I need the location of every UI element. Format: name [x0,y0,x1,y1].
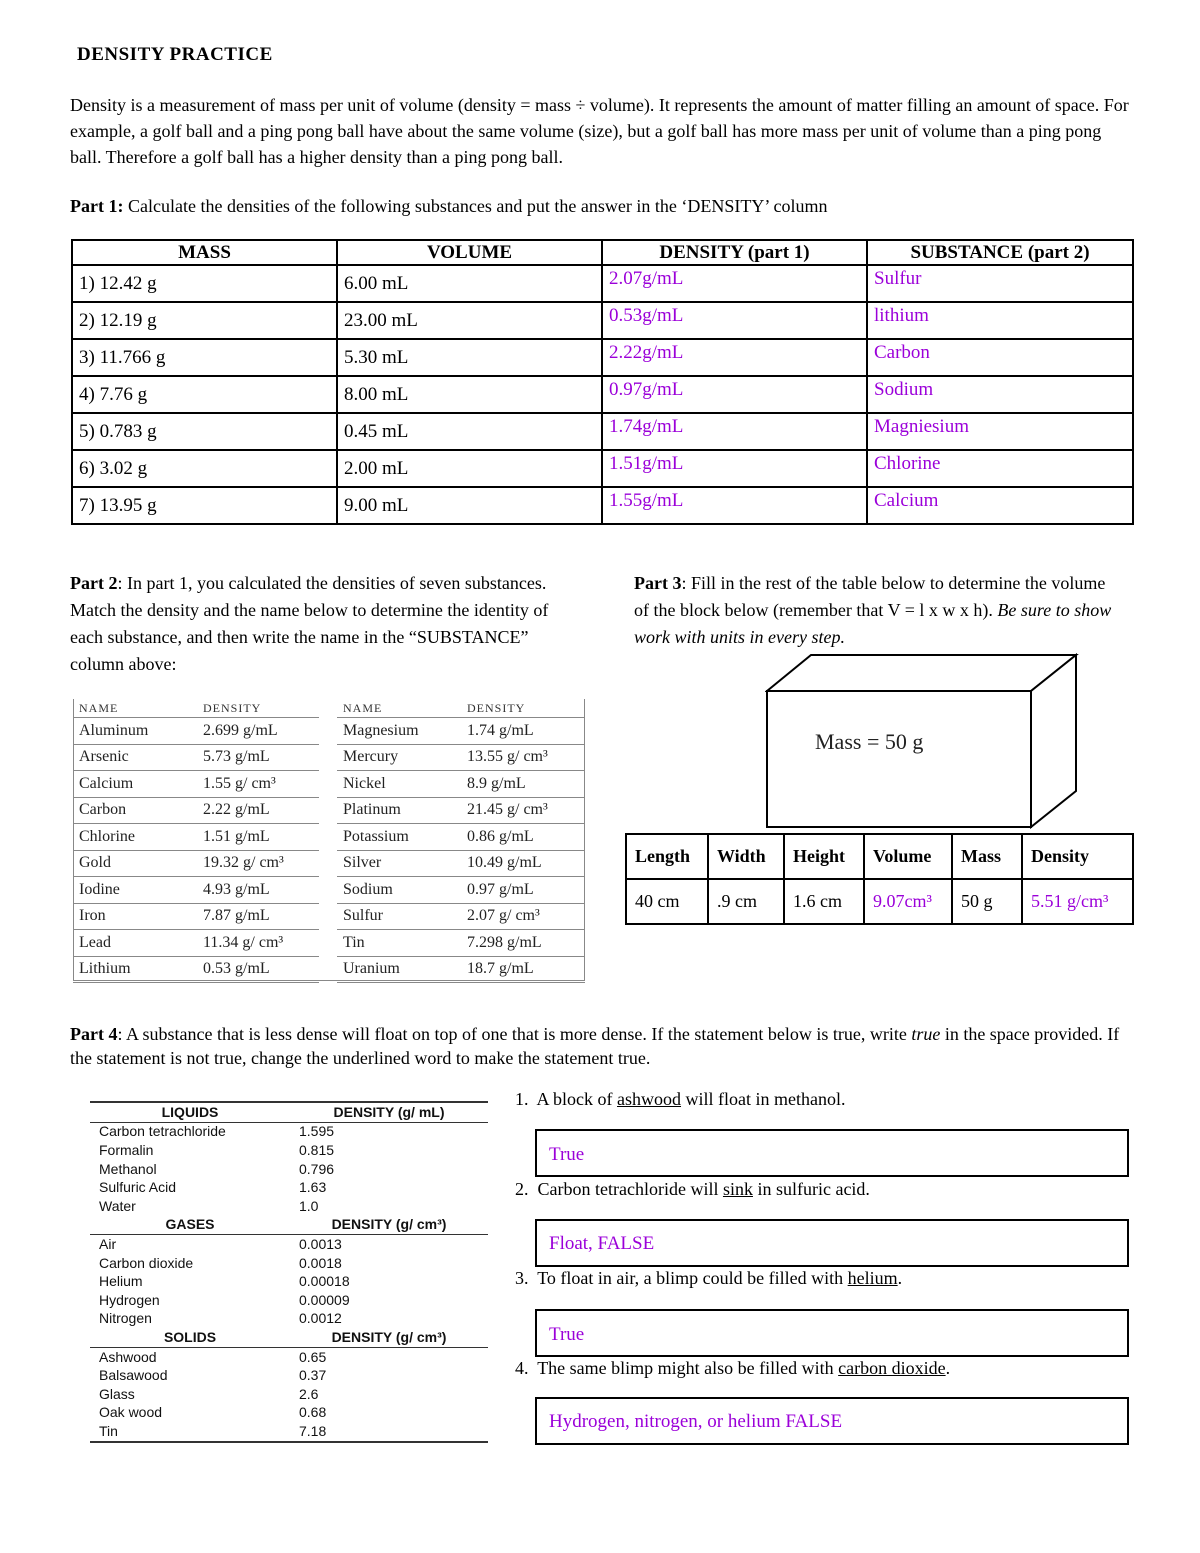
table-row [73,930,585,957]
table-row [73,771,585,798]
question-number: 3. [515,1268,529,1288]
part2-instructions [70,570,550,678]
substance-answer: lithium [867,302,1133,339]
ref-density: 2.699 g/mL [197,718,319,745]
density-answer: 2.22g/mL [602,339,867,376]
density-answer: 1.55g/mL [602,487,867,524]
ref-name: Lead [73,930,197,957]
substance-density: 0.68 [299,1404,327,1421]
density-answer: 0.53g/mL [602,302,867,339]
question-text: A block of [536,1089,618,1109]
question-2 [515,1179,870,1200]
table-row [73,824,585,851]
block-top-face [767,655,1076,691]
question-text: . [897,1268,903,1288]
length-value: 40 cm [626,879,708,924]
volume-cell: 6.00 mL [337,265,602,302]
density-answer: 0.97g/mL [602,376,867,413]
header-mass: MASS [72,240,337,265]
substance-density: 0.796 [299,1160,335,1177]
table-row [90,1310,488,1329]
table-row [73,744,585,771]
table-row [73,850,585,877]
ref-density: 2.22 g/mL [197,797,319,824]
ref-name: Sodium [337,877,461,904]
reference-density-table [73,699,585,983]
table-row [90,1366,488,1385]
answer-box-3[interactable]: True [535,1309,1129,1357]
ref-name: Magnesium [337,718,461,745]
table-row [72,487,1133,524]
answer-box-1[interactable]: True [535,1129,1129,1177]
part4-instructions [70,1022,1130,1070]
question-text: . [945,1358,951,1378]
ref-density: 1.74 g/mL [461,718,585,745]
ref-name: Iron [73,903,197,930]
part2-label: Part 2 [70,573,118,593]
width-value: .9 cm [708,879,784,924]
ref-density: 13.55 g/ cm³ [461,744,585,771]
substance-density: 0.00009 [299,1291,350,1308]
liquids-gases-solids-table [90,1101,488,1443]
substance-name: Formalin [99,1141,154,1158]
block-diagram [765,653,1081,829]
header-density: DENSITY (part 1) [602,240,867,265]
table-row [90,1160,488,1179]
table-row [72,265,1133,302]
ref-header-name: NAME [73,699,197,718]
mass-value: 50 g [952,879,1022,924]
substance-name: Carbon tetrachloride [99,1123,226,1140]
part1-instructions [70,193,1135,219]
ref-density: 4.93 g/mL [197,877,319,904]
density-answer: 5.51 g/cm³ [1022,879,1133,924]
substance-answer: Magniesium [867,413,1133,450]
table-row [90,1272,488,1291]
ref-header-density: DENSITY [197,699,319,718]
solids-label: SOLIDS [90,1328,290,1347]
table-row [90,1141,488,1160]
page-title: DENSITY PRACTICE [77,44,273,65]
ref-name: Silver [337,850,461,877]
table-row [73,903,585,930]
ref-name: Calcium [73,771,197,798]
substance-density: 1.595 [299,1123,335,1140]
liquids-label: LIQUIDS [90,1102,290,1122]
block-mass-label: Mass = 50 g [815,729,924,754]
volume-cell: 2.00 mL [337,450,602,487]
density-table [71,239,1134,525]
reference-header [73,699,585,718]
table-row [72,339,1133,376]
substance-name: Glass [99,1385,135,1402]
volume-cell: 9.00 mL [337,487,602,524]
substance-name: Methanol [99,1160,157,1177]
ref-name: Sulfur [337,903,461,930]
ref-density: 5.73 g/mL [197,744,319,771]
underlined-word: helium [847,1268,898,1288]
ref-density: 0.86 g/mL [461,824,585,851]
part3-italic: Be sure to show work with units in every step. [634,600,1112,647]
substance-density: 0.0012 [299,1310,342,1327]
ref-name: Carbon [73,797,197,824]
question-number: 2. [515,1179,529,1199]
ref-density: 10.49 g/mL [461,850,585,877]
ref-name: Potassium [337,824,461,851]
substance-name: Carbon dioxide [99,1254,194,1271]
ref-name: Gold [73,850,197,877]
table-row [73,956,585,983]
header-length: Length [626,834,708,879]
substance-density: 0.815 [299,1141,335,1158]
mass-cell: 1) 12.42 g [72,265,337,302]
substance-density: 0.00018 [299,1273,350,1290]
volume-answer: 9.07cm³ [864,879,952,924]
ref-name: Uranium [337,956,461,983]
table-row [73,877,585,904]
mass-cell: 6) 3.02 g [72,450,337,487]
header-height: Height [784,834,864,879]
gases-label: GASES [90,1216,290,1235]
question-text: in sulfuric acid. [752,1179,870,1199]
gases-density-label: DENSITY (g/ cm³) [290,1216,488,1235]
volume-cell: 5.30 mL [337,339,602,376]
header-volume: VOLUME [337,240,602,265]
table-row [73,797,585,824]
substance-name: Oak wood [99,1404,163,1421]
substance-name: Ashwood [99,1348,157,1365]
ref-density: 1.55 g/ cm³ [197,771,319,798]
substance-answer: Carbon [867,339,1133,376]
ref-density: 21.45 g/ cm³ [461,797,585,824]
substance-answer: Sulfur [867,265,1133,302]
part4-text-1: : A substance that is less dense will float on top of one that is more dense. If the statement below is true, write [117,1024,912,1044]
substance-name: Water [99,1197,136,1214]
table-row [90,1385,488,1404]
question-number: 1. [515,1089,529,1109]
ref-name: Platinum [337,797,461,824]
part1-label: Part 1: [70,196,124,216]
table-row [90,1254,488,1273]
substance-answer: Calcium [867,487,1133,524]
ref-density: 19.32 g/ cm³ [197,850,319,877]
ref-name: Mercury [337,744,461,771]
ref-density: 0.53 g/mL [197,956,319,983]
substance-name: Balsawood [99,1367,168,1384]
ref-header-name: NAME [337,699,461,718]
ref-name: Arsenic [73,744,197,771]
ref-name: Lithium [73,956,197,983]
ref-name: Iodine [73,877,197,904]
substance-name: Air [99,1235,117,1252]
header-density: Density [1022,834,1133,879]
ref-name: Aluminum [73,718,197,745]
substance-name: Hydrogen [99,1291,160,1308]
substance-density: 0.0018 [299,1254,342,1271]
density-table-header [72,240,1133,265]
gases-header [90,1216,488,1235]
table-row [72,302,1133,339]
substance-answer: Chlorine [867,450,1133,487]
substance-name: Tin [90,1422,290,1442]
volume-cell: 8.00 mL [337,376,602,413]
answer-box-2[interactable]: Float, FALSE [535,1219,1129,1267]
question-text: Carbon tetrachloride will [537,1179,723,1199]
table-row [90,1347,488,1366]
substance-answer: Sodium [867,376,1133,413]
header-substance: SUBSTANCE (part 2) [867,240,1133,265]
ref-name: Tin [337,930,461,957]
ref-density: 7.298 g/mL [461,930,585,957]
density-answer: 2.07g/mL [602,265,867,302]
substance-name: Helium [99,1273,143,1290]
table-row [90,1291,488,1310]
question-text: To float in air, a blimp could be filled with [537,1268,848,1288]
substance-density: 0.65 [299,1348,327,1365]
substance-name: Nitrogen [99,1310,152,1327]
answer-box-4[interactable]: Hydrogen, nitrogen, or helium FALSE [535,1397,1129,1445]
question-1 [515,1089,846,1110]
density-answer: 1.74g/mL [602,413,867,450]
volume-cell: 23.00 mL [337,302,602,339]
mass-cell: 4) 7.76 g [72,376,337,413]
substance-density: 0.37 [299,1367,327,1384]
table-row [90,1197,488,1216]
table-row [90,1235,488,1254]
question-text: will float in methanol. [681,1089,846,1109]
table-row [72,413,1133,450]
substance-density: 1.63 [299,1179,327,1196]
part2-text: : In part 1, you calculated the densities of seven substances. Match the density and the name below to determine the identity of each substance, and then write the name in the “SUBSTANCE” column above: [70,573,549,674]
solids-density-label: DENSITY (g/ cm³) [290,1328,488,1347]
part4-label: Part 4 [70,1024,118,1044]
solids-header [90,1328,488,1347]
substance-name: Sulfuric Acid [99,1179,177,1196]
liquids-header [90,1102,488,1122]
table-row [73,718,585,745]
underlined-word: sink [722,1179,753,1199]
ref-density: 0.97 g/mL [461,877,585,904]
ref-header-density: DENSITY [461,699,585,718]
ref-density: 2.07 g/ cm³ [461,903,585,930]
substance-density: 1.0 [299,1197,319,1214]
table-row [90,1122,488,1141]
substance-density: 0.0013 [299,1235,342,1252]
mass-cell: 7) 13.95 g [72,487,337,524]
height-value: 1.6 cm [784,879,864,924]
ref-density: 1.51 g/mL [197,824,319,851]
ref-name: Nickel [337,771,461,798]
block-table [625,833,1134,925]
underlined-word: ashwood [617,1089,682,1109]
question-number: 4. [515,1358,529,1378]
table-row [90,1422,488,1442]
block-table-header [626,834,1133,879]
table-row [72,376,1133,413]
part3-text: : Fill in the rest of the table below to determine the volume of the block below (remember that V = l x w x h). [634,573,1106,620]
header-mass: Mass [952,834,1022,879]
substance-density: 2.6 [299,1385,319,1402]
part3-label: Part 3 [634,573,682,593]
header-width: Width [708,834,784,879]
table-row [72,450,1133,487]
ref-density: 8.9 g/mL [461,771,585,798]
volume-cell: 0.45 mL [337,413,602,450]
mass-cell: 2) 12.19 g [72,302,337,339]
question-4 [515,1358,950,1379]
header-volume: Volume [864,834,952,879]
table-row [626,879,1133,924]
block-front-face [767,691,1031,827]
part1-text: Calculate the densities of the following substances and put the answer in the ‘DENSITY’ column [123,196,828,216]
ref-density: 18.7 g/mL [461,956,585,983]
question-3 [515,1268,902,1289]
ref-density: 7.87 g/mL [197,903,319,930]
intro-paragraph: Density is a measurement of mass per unit of volume (density = mass ÷ volume). It represents the amount of matter filling an amount of space. For example, a golf ball and a ping pong ball have about the same volume (size), but a golf ball has more mass per unit of volume than a ping pong ball. Therefore a golf ball has a higher density than a ping pong ball. [70,95,1129,167]
density-answer: 1.51g/mL [602,450,867,487]
underlined-word: carbon dioxide [838,1358,946,1378]
liquids-density-label: DENSITY (g/ mL) [290,1102,488,1122]
part3-instructions [634,570,1124,651]
substance-density: 7.18 [290,1422,488,1442]
part4-text-2: in the space provided. If the statement is not true, change the underlined word to make the statement true. [70,1024,1120,1068]
mass-cell: 3) 11.766 g [72,339,337,376]
table-row [90,1404,488,1423]
part4-italic: true [911,1024,941,1044]
ref-density: 11.34 g/ cm³ [197,930,319,957]
table-row [90,1178,488,1197]
mass-cell: 5) 0.783 g [72,413,337,450]
ref-name: Chlorine [73,824,197,851]
question-text: The same blimp might also be filled with [537,1358,839,1378]
